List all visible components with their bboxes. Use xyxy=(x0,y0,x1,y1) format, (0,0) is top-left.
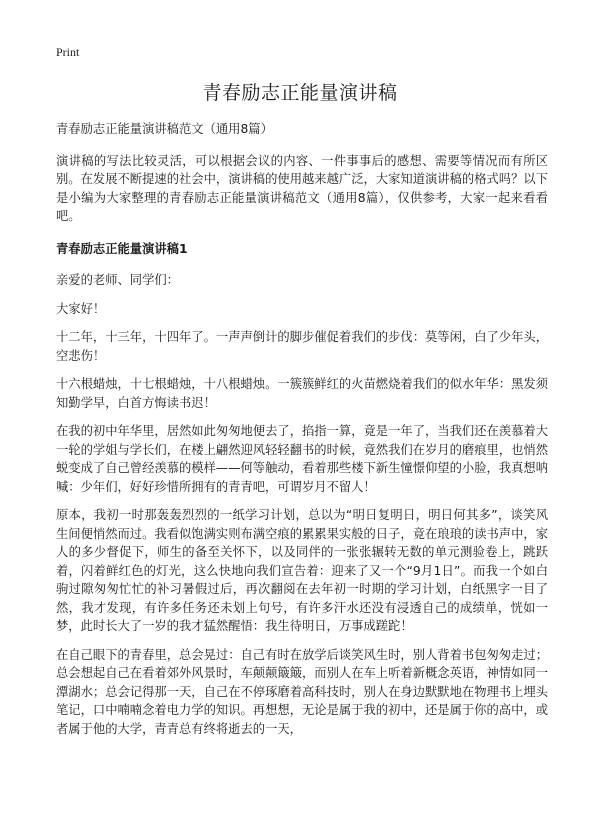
intro-paragraph: 演讲稿的写法比较灵活，可以根据会议的内容、一件事事后的感想、需要等情况而有所区别。在发展不断提速的社会中，演讲稿的使用越来越广泛，大家知道演讲稿的格式吗？以下是小编为大家整理的青春励志正能量演讲稿范文（通用8篇），仅供参考，大家一起来看看吧。 xyxy=(56,153,548,223)
document-body xyxy=(56,120,548,748)
section-heading: 青春励志正能量演讲稿1 xyxy=(56,241,188,256)
body-paragraph: 原本，我初一时那轰轰烈烈的一纸学习计划，总以为“明日复明日，明日何其多”，谈笑风生间便悄然而过。我看似饱满实则布满空痕的累累果实般的日子，竟在琅琅的读书声中，家人的多少督促下，师生的备至关怀下，以及同伴的一张张辗转无数的单元测验卷上，跳跃着，闪着鲜红色的灯光，这么快地向我们宣告着：迎来了又一个“9月1日”。而我一个如白驹过隙匆匆忙忙的补习暑假过后，再次翻阅在去年初一时期的学习计划，白纸黑字一目了然，我才发现，有许多任务还未划上句号，有许多汗水还没有浸透自己的成绩单，恍如一梦，此时长大了一岁的我才猛然醒悟：我生待明日，万事成蹉跎！ xyxy=(56,508,548,633)
body-paragraph: 十二年，十三年，十四年了。一声声倒计的脚步催促着我们的步伐：莫等闲，白了少年头，空悲伤！ xyxy=(56,330,548,363)
document-title: 青春励志正能量演讲稿 xyxy=(202,82,398,104)
print-link[interactable]: Print xyxy=(56,45,80,59)
body-paragraph: 十六根蜡烛，十七根蜡烛，十八根蜡烛。一簇簇鲜红的火苗燃烧着我们的似水年华：黑发须知勤学早，白首方悔读书迟！ xyxy=(56,377,548,410)
greeting-paragraph: 亲爱的老师、同学们： xyxy=(56,273,179,287)
document-subtitle: 青春励志正能量演讲稿范文（通用8篇） xyxy=(56,122,273,136)
salutation-paragraph: 大家好！ xyxy=(56,301,106,316)
body-paragraph: 在自己眼下的青春里，总会晃过：自己有时在放学后谈笑风生时，别人背着书包匆匆走过；总会想起自己在看着郊外风景时，车颠颠簸簸，而别人在车上听着新概念英语，神情如同一潭湖水；总会记得那一天，自己在不停琢磨着高科技时，别人在身边默默地在物理书上埋头笔记，口中喃喃念着电力学的知识。再想想，无论是属于我的初中，还是属于你的高中，或者属于他的大学，青青总有终将逝去的一天， xyxy=(56,647,548,736)
body-paragraph: 在我的初中年华里，居然如此匆匆地便去了，掐指一算，竟是一年了，当我们还在羡慕着大一轮的学姐与学长们，在楼上翩然迎风轻轻翻书的时候，竟然我们在岁月的磨痕里，也悄然蜕变成了自己曾经羡慕的模样——何等触动，看着那些楼下新生憧憬仰望的小脸，我真想呐喊：少年们，好好珍惜所拥有的青青吧，可谓岁月不留人！ xyxy=(56,424,548,494)
